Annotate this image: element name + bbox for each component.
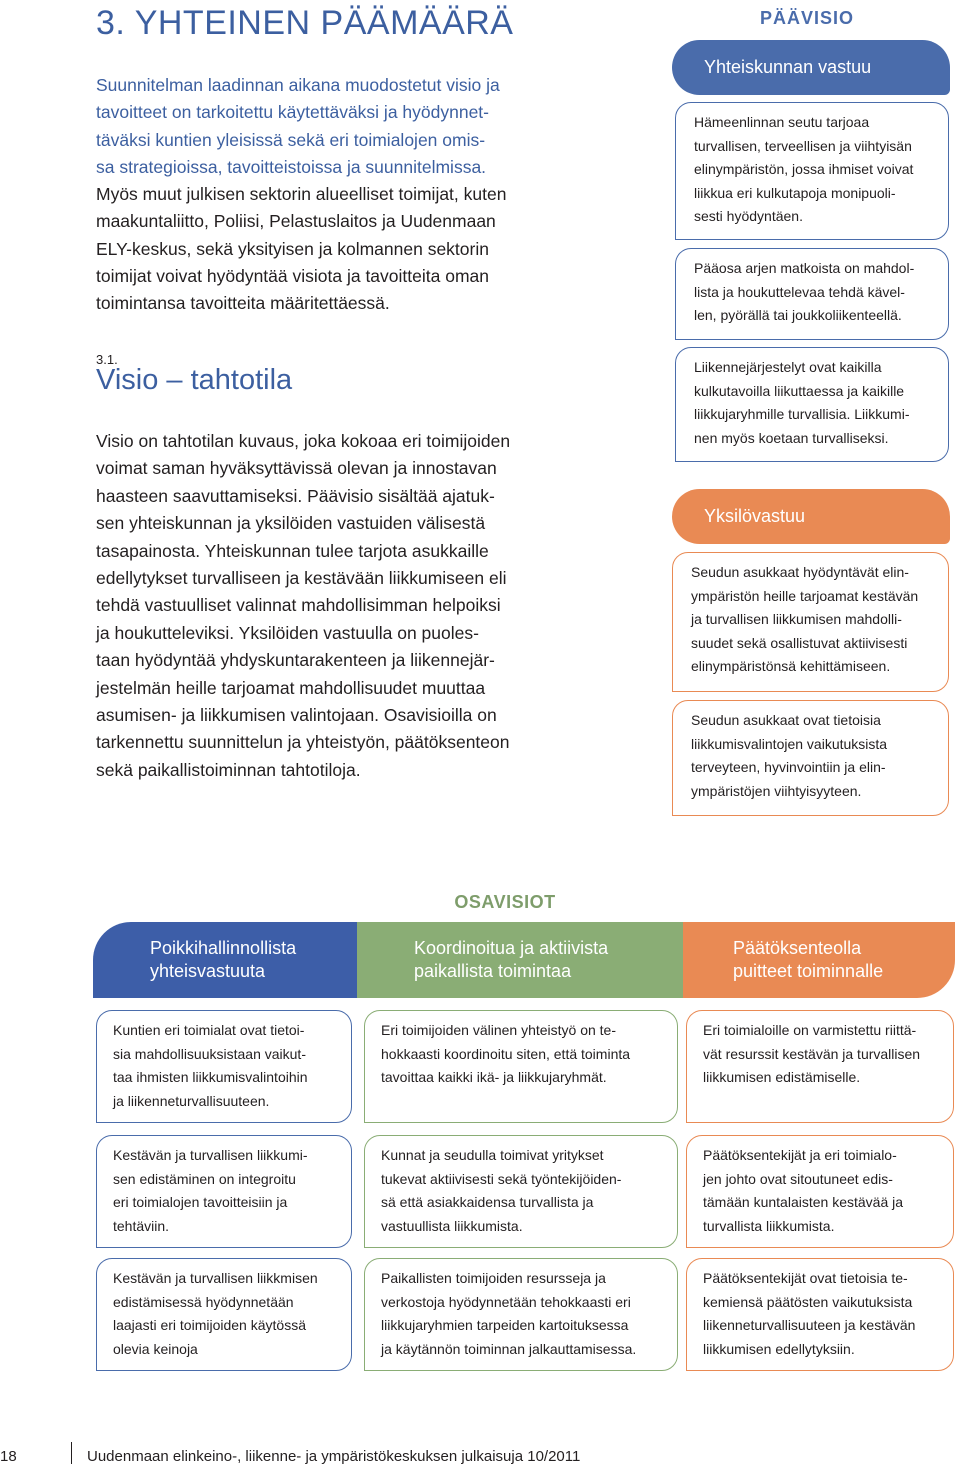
section-body [96,428,536,784]
box-line: sesti hyödyntäen. [694,208,803,225]
intro-line: täväksi kuntien yleisissä sekä eri toimialojen omis- [96,129,486,150]
box-line: Hämeenlinnan seutu tarjoaa [694,114,870,130]
box-line: laajasti eri toimijoiden käytössä [113,1317,306,1334]
box-line: tehtäviin. [113,1217,170,1234]
body-line: voimat saman hyväksyttävissä olevan ja innostavan [96,458,497,479]
box-line: jen johto ovat sitoutuneet edis- [703,1170,893,1187]
body-line: edellytykset turvalliseen ja kestävään liikkumiseen eli [96,568,507,589]
vision-box [672,552,949,692]
box-line: Kestävän ja turvallisen liikkumi- [113,1147,308,1163]
subvision-box [686,1258,954,1371]
body-line: sen yhteiskunnan ja yksilöiden vastuiden välisestä [96,513,486,534]
column-header-coordinated-action [357,922,683,998]
box-line: liikkumisen edistämiselle. [703,1069,861,1086]
box-line: ja liikenneturvallisuuteen. [113,1092,270,1109]
subvision-box [686,1135,954,1248]
box-line: suudet sekä osallistuvat aktiivisesti [691,634,908,651]
body-line: haasteen saavuttamiseksi. Päävisio sisältää ajatuk- [96,485,495,506]
box-line: Päätöksentekijät ja eri toimialo- [703,1147,897,1163]
box-line: Pääosa arjen matkoista on mahdol- [694,260,915,276]
box-line: liikkumisen edellytyksiin. [703,1340,855,1357]
box-line: olevia keinoja [113,1340,198,1357]
subvision-box [686,1010,954,1123]
box-line: liikkujaryhmien tarpeiden kartoituksessa [381,1317,629,1334]
box-line: Eri toimialoille on varmistettu riittä- [703,1022,917,1038]
header-line: puitteet toiminnalle [733,961,884,981]
vision-box [672,700,949,816]
subvision-box [96,1010,352,1123]
header-line: Päätöksenteolla [733,937,862,958]
box-line: turvallisen, terveellisen ja viihtyisän [694,137,912,154]
paavisio-label: PÄÄVISIO [759,8,855,28]
subvision-box [96,1135,352,1248]
page-number: 18 [0,1448,17,1465]
individual-responsibility-header [672,489,950,544]
box-line: tukevat aktiivisesti sekä työntekijöiden- [381,1170,622,1187]
box-line: liikkumisvalintojen vaikutuksista [691,735,888,752]
intro-line: tavoitteet on tarkoitettu käytettäväksi ja hyödynnet- [96,102,489,123]
subvision-box [364,1135,678,1248]
vision-box [675,347,949,462]
column-header-decision-making [683,922,955,998]
box-line: ympäristön heille tarjoamat kestävän [691,587,919,604]
subvision-box [364,1258,678,1371]
box-line: tämään kuntalaisten kestävää ja [703,1194,904,1211]
box-line: eri toimialojen tavoitteisiin ja [113,1194,288,1211]
publication-footer: Uudenmaan elinkeino-, liikenne- ja ympäristökeskuksen julkaisuja 10/2011 [87,1448,581,1465]
box-line: liikenneturvallisuuteen ja kestävän [703,1317,916,1334]
box-line: hokkaasti koordinoitu siten, että toiminta [381,1045,631,1062]
header-line: Poikkihallinnollista [150,937,297,958]
box-line: Päätöksentekijät ovat tietoisia te- [703,1270,908,1286]
vision-box [675,248,949,340]
box-line: Liikennejärjestelyt ovat kaikilla [694,359,882,375]
intro-line: toimintansa tavoitteita määritettäessä. [96,293,390,314]
header-line: yhteisvastuuta [150,961,266,981]
box-line: Kestävän ja turvallisen liikkmisen [113,1270,318,1286]
section-number: 3.1. [96,352,118,367]
box-line: elinympäristön, jossa ihmiset voivat [694,161,914,178]
page-title: 3. YHTEINEN PÄÄMÄÄRÄ [96,4,514,42]
box-line: terveyteen, hyvinvointiin ja elin- [691,759,886,776]
subvision-box [96,1258,352,1371]
body-line: tasapainosta. Yhteiskunnan tulee tarjota asukkaille [96,540,489,561]
footer-divider [71,1442,72,1464]
body-line: tehdä vastuulliset valinnat mahdollisimman helpoiksi [96,595,501,616]
box-line: kulkutavoilla liikuttaessa ja kaikille [694,382,905,399]
box-line: lista ja houkuttelevaa tehdä kävel- [694,283,905,300]
body-line: tarkennettu suunnittelun ja yhteistyön, päätöksenteon [96,732,510,753]
box-line: liikkujaryhmille turvallisia. Liikkumi- [694,406,910,423]
body-line: sekä paikallistoiminnan tahtotiloja. [96,759,361,780]
box-line: vastuullista liikkumista. [381,1217,523,1234]
box-line: Eri toimijoiden välinen yhteistyö on te- [381,1022,617,1038]
body-line: jestelmän heille tarjoamat mahdollisuudet muuttaa [96,677,486,698]
box-line: sia mahdollisuuksistaan vaikut- [113,1045,306,1062]
box-line: Kuntien eri toimialat ovat tietoi- [113,1022,305,1038]
box-line: sä että asiakkaidensa turvallista ja [381,1194,594,1211]
osavisiot-label: OSAVISIOT [454,892,556,912]
box-line: edistämisessä hyödynnetään [113,1293,294,1310]
society-responsibility-title: Yhteiskunnan vastuu [704,57,872,77]
body-line: taan hyödyntää yhdyskuntarakenteen ja liikennejär- [96,650,495,671]
box-line: verkostoja hyödynnetään tehokkaasti eri [381,1293,631,1310]
intro-line: Myös muut julkisen sektorin alueelliset toimijat, kuten [96,184,507,205]
intro-line: sa strategioissa, tavoitteistoissa ja suunnitelmissa. [96,156,487,177]
box-line: kemiensä päätösten vaikutuksista [703,1293,913,1310]
box-line: vät resurssit kestävän ja turvallisen [703,1045,921,1062]
section-heading: Visio – tahtotila [96,364,293,396]
individual-responsibility-title: Yksilövastuu [704,506,806,526]
body-line: ja houkutteleviksi. Yksilöiden vastuulla on puoles- [96,622,479,643]
box-line: taa ihmisten liikkumisvalintoihin [113,1069,308,1086]
intro-line: toimijat voivat hyödyntää visiota ja tavoitteita oman [96,266,489,287]
intro-text [96,72,536,318]
box-line: ja käytännön toiminnan jalkauttamisessa. [381,1340,637,1357]
box-line: turvallista liikkumista. [703,1217,835,1234]
box-line: elinympäristönsä kehittämiseen. [691,658,891,675]
box-line: sen edistäminen on integroitu [113,1170,296,1187]
box-line: Paikallisten toimijoiden resursseja ja [381,1270,606,1286]
box-line: liikkua eri kulkutapoja monipuoli- [694,184,896,201]
header-line: paikallista toimintaa [414,961,572,981]
box-line: Kunnat ja seudulla toimivat yritykset [381,1147,604,1163]
society-responsibility-header [672,40,950,95]
intro-line: maakuntaliitto, Poliisi, Pelastuslaitos ja Uudenmaan [96,211,496,232]
vision-box [675,102,949,240]
subvision-box [364,1010,678,1123]
body-line: asumisen- ja liikkumisen valintojaan. Osavisioilla on [96,705,497,726]
box-line: Seudun asukkaat ovat tietoisia [691,712,881,728]
box-line: len, pyörällä tai joukkoliikenteellä. [694,307,902,324]
intro-line: ELY-keskus, sekä yksityisen ja kolmannen sektorin [96,238,489,259]
body-line: Visio on tahtotilan kuvaus, joka kokoaa eri toimijoiden [96,431,511,451]
box-line: Seudun asukkaat hyödyntävät elin- [691,564,909,580]
intro-line: Suunnitelman laadinnan aikana muodostetut visio ja [96,75,500,95]
header-line: Koordinoitua ja aktiivista [414,937,609,958]
box-line: tavoittaa kaikki ikä- ja liikkujaryhmät. [381,1069,607,1086]
column-header-cross-administrative [93,922,357,998]
box-line: nen myös koetaan turvalliseksi. [694,429,889,446]
box-line: ympäristöjen viihtyisyyteen. [691,782,862,799]
box-line: ja turvallisen liikkumisen mahdolli- [691,611,902,628]
